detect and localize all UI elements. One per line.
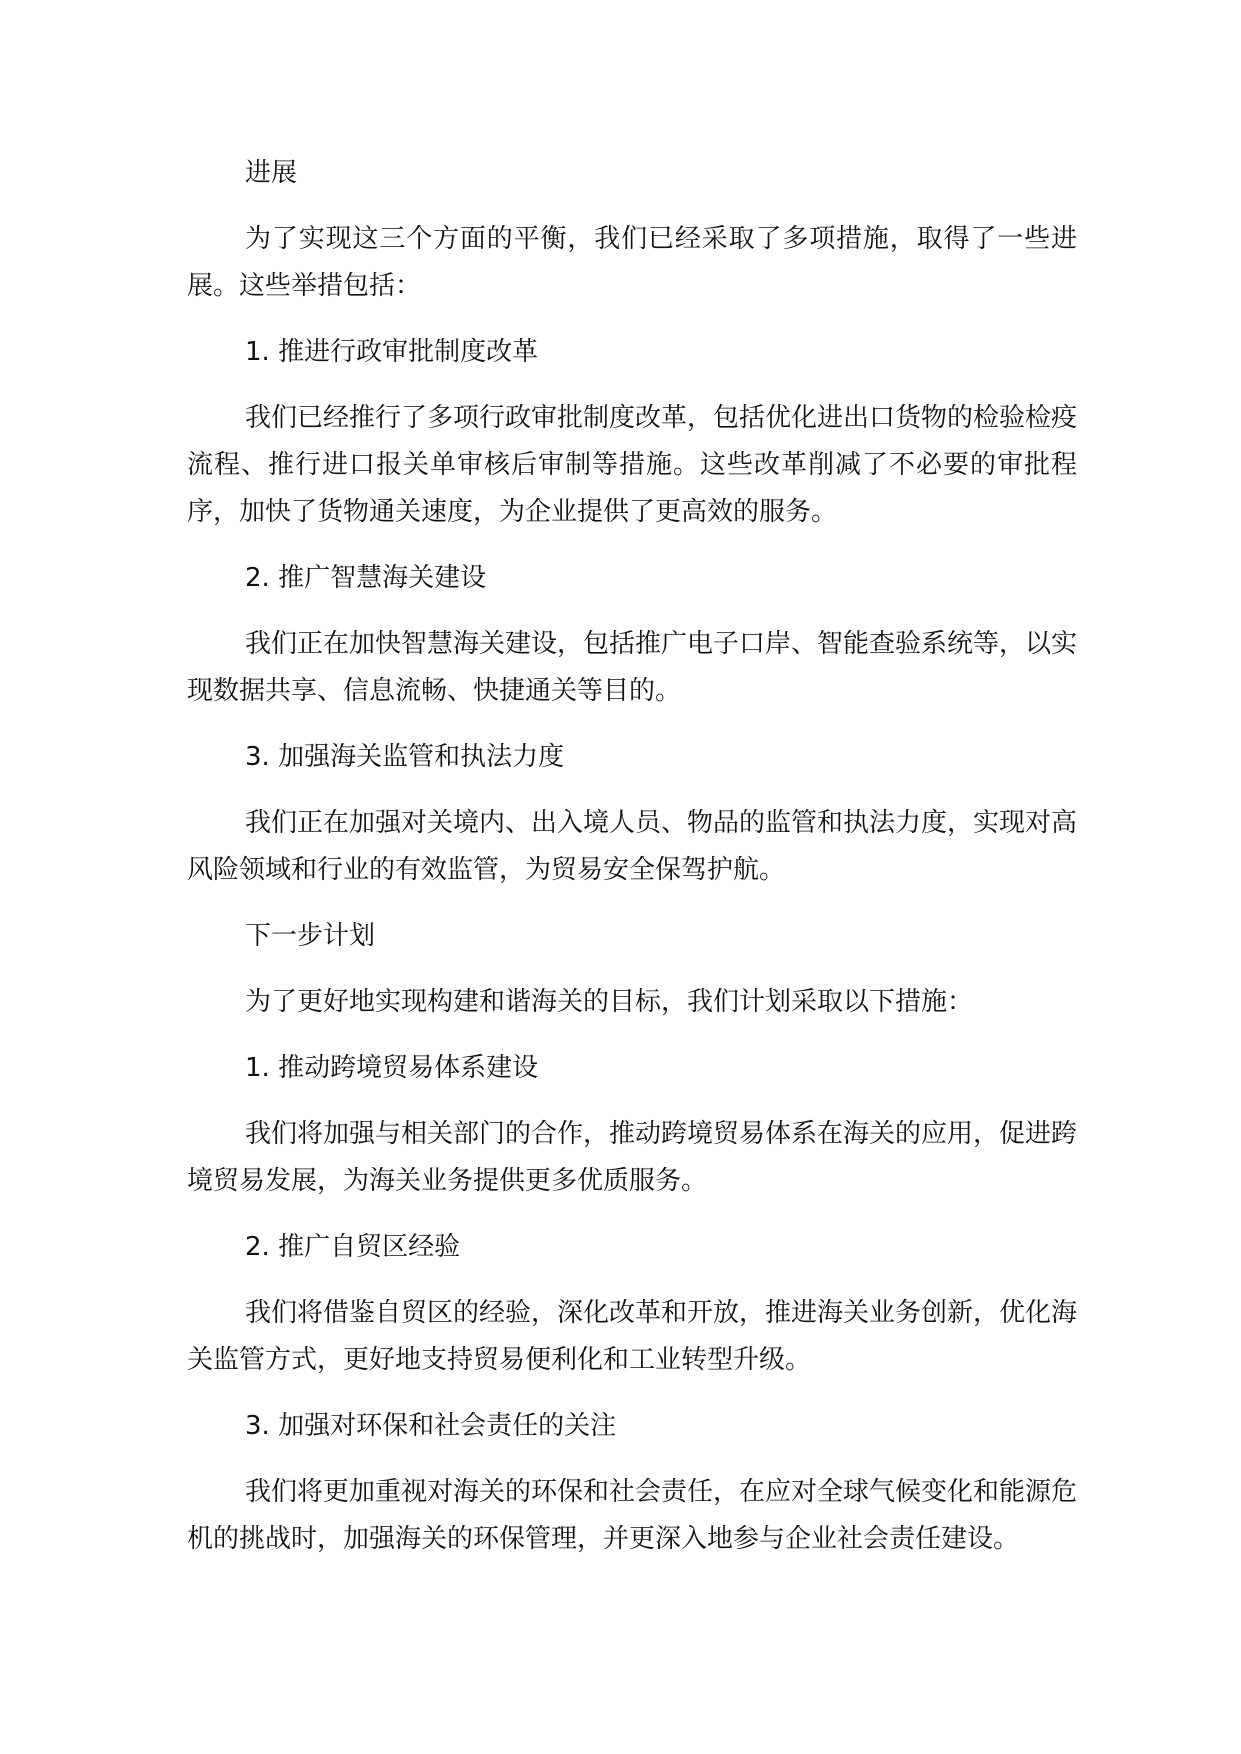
item-heading-environment: 3. 加强对环保和社会责任的关注 [245, 1411, 617, 1441]
item-heading-cross-border: 1. 推动跨境贸易体系建设 [245, 1053, 539, 1083]
paragraph-cross-border: 我们将加强与相关部门的合作，推动跨境贸易体系在海关的应用，促进跨境贸易发展，为海关业务提供更多优质服务。 [187, 1119, 1078, 1196]
document-body [187, 150, 1077, 1582]
paragraph-admin-reform: 我们已经推行了多项行政审批制度改革，包括优化进出口货物的检验检疫流程、推行进口报关单审核后审制等措施。这些改革削减了不必要的审批程序，加快了货物通关速度，为企业提供了更高效的服务。 [187, 403, 1078, 527]
paragraph-smart-customs: 我们正在加快智慧海关建设，包括推广电子口岸、智能查验系统等，以实现数据共享、信息流畅、快捷通关等目的。 [187, 629, 1078, 706]
paragraph-environment: 我们将更加重视对海关的环保和社会责任，在应对全球气候变化和能源危机的挑战时，加强海关的环保管理，并更深入地参与企业社会责任建设。 [187, 1477, 1078, 1554]
paragraph-supervision: 我们正在加强对关境内、出入境人员、物品的监管和执法力度，实现对高风险领域和行业的有效监管，为贸易安全保驾护航。 [187, 808, 1078, 885]
item-heading-smart-customs: 2. 推广智慧海关建设 [245, 563, 487, 593]
section-heading-next-steps: 下一步计划 [245, 921, 376, 951]
section-heading-progress: 进展 [245, 158, 298, 188]
item-heading-admin-reform: 1. 推进行政审批制度改革 [245, 337, 539, 367]
paragraph-free-trade-zone: 我们将借鉴自贸区的经验，深化改革和开放，推进海关业务创新，优化海关监管方式，更好地支持贸易便利化和工业转型升级。 [187, 1298, 1078, 1375]
item-heading-supervision: 3. 加强海关监管和执法力度 [245, 742, 565, 772]
item-heading-free-trade-zone: 2. 推广自贸区经验 [245, 1232, 461, 1262]
paragraph-next-steps-intro: 为了更好地实现构建和谐海关的目标，我们计划采取以下措施： [245, 987, 974, 1017]
paragraph-intro: 为了实现这三个方面的平衡，我们已经采取了多项措施，取得了一些进展。这些举措包括： [187, 224, 1077, 301]
